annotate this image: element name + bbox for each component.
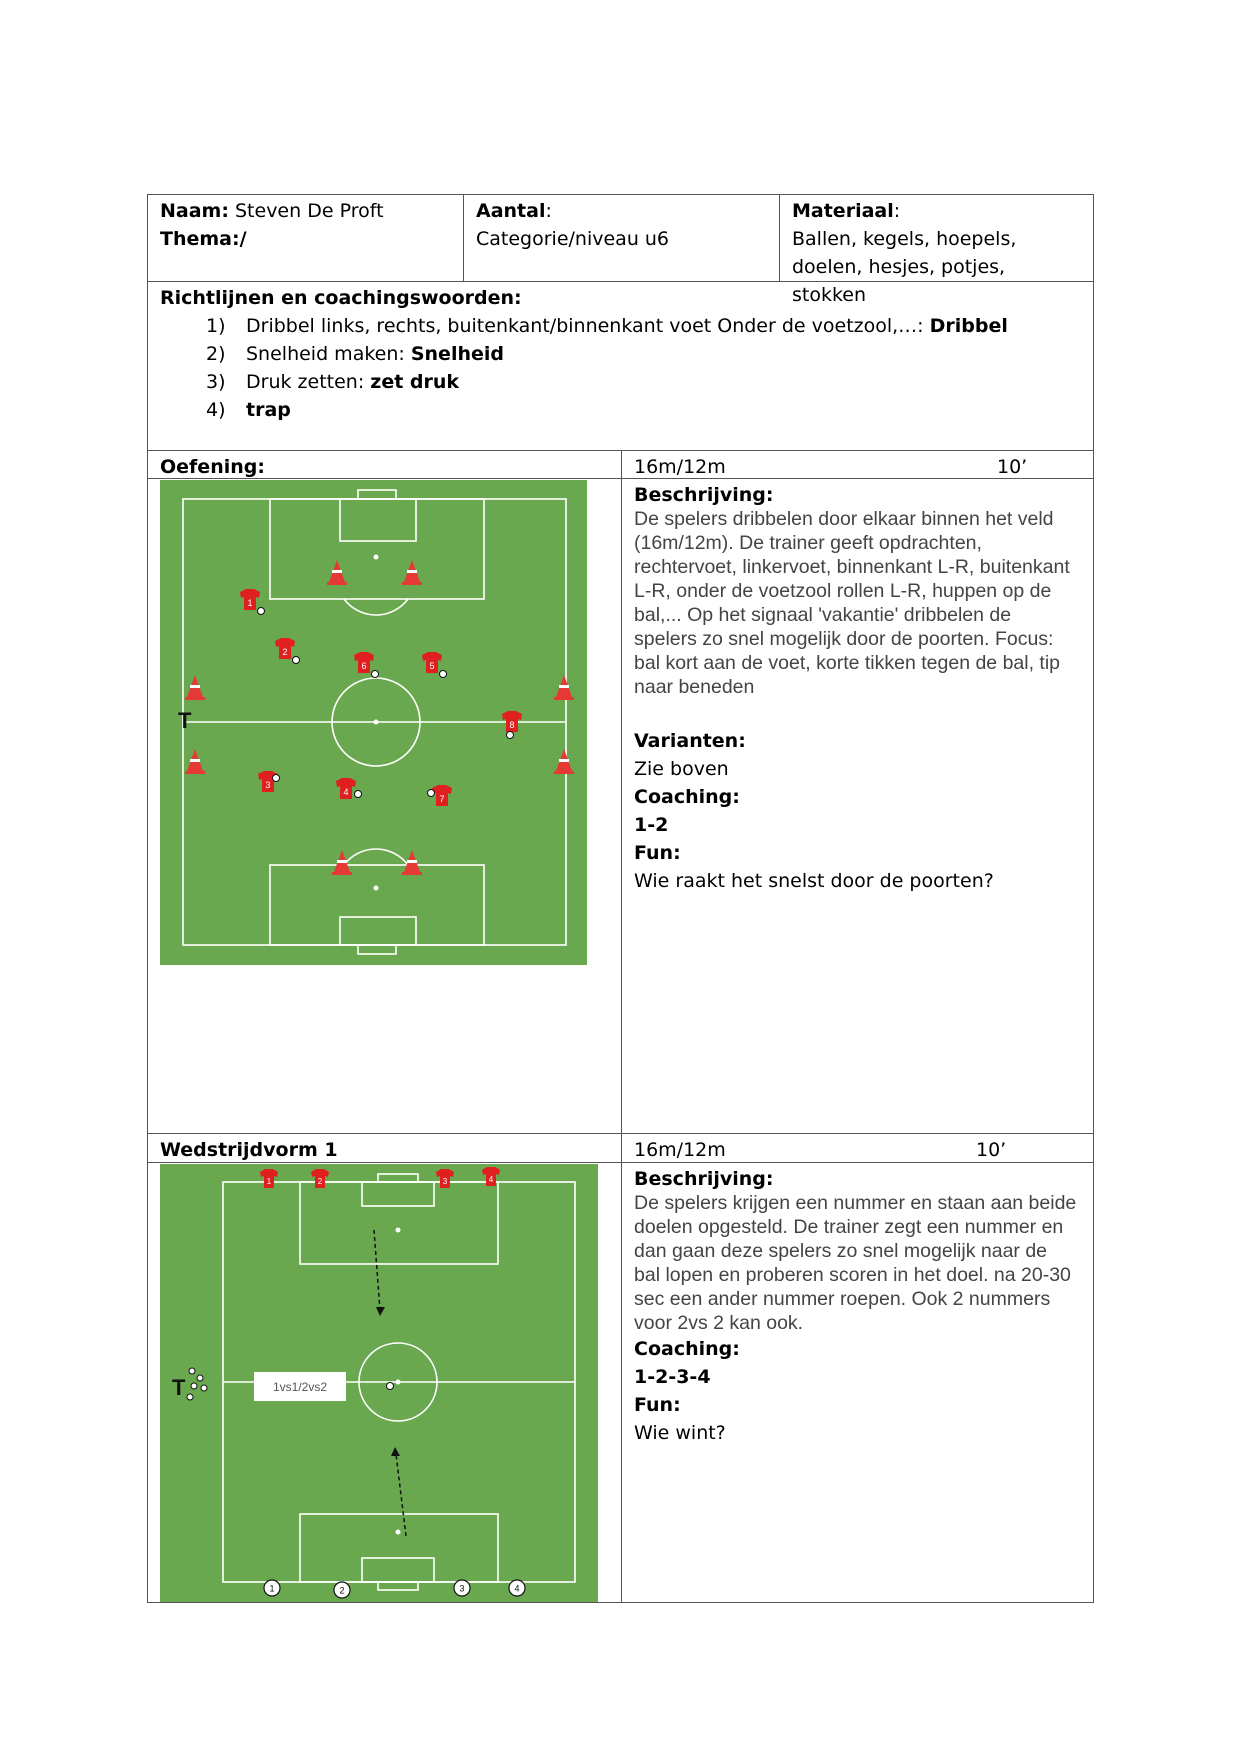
- trainer-icon: T: [172, 1375, 186, 1400]
- vs-label: 1vs1/2vs2: [272, 1380, 328, 1394]
- svg-text:4: 4: [488, 1175, 494, 1184]
- player-icon: [240, 589, 265, 615]
- wedstrijdvorm-size: 16m/12m: [634, 1139, 726, 1161]
- fun-text: Wie raakt het snelst door de poorten?: [634, 870, 994, 892]
- naam-label: Naam:: [160, 200, 229, 222]
- list-item: 2) Snelheid maken: Snelheid: [206, 343, 504, 365]
- oefening-title: Oefening:: [160, 456, 265, 478]
- player-icon: [275, 638, 300, 664]
- varianten-text: Zie boven: [634, 758, 729, 780]
- wedstrijdvorm-title: Wedstrijdvorm 1: [160, 1139, 338, 1161]
- oefening-size: 16m/12m: [634, 456, 726, 478]
- richtlijnen-title: Richtlijnen en coachingswoorden:: [160, 287, 522, 309]
- list-item: 4) trap: [206, 399, 291, 421]
- player-icon: [509, 1580, 525, 1596]
- thema-label: Thema:/: [160, 228, 247, 250]
- beschrijving-label: Beschrijving:: [634, 1168, 774, 1190]
- wedstrijdvorm-duration: 10’: [976, 1139, 1007, 1161]
- svg-text:2: 2: [282, 647, 288, 657]
- aantal-cell: Aantal: Categorie/niveau u6: [464, 195, 779, 255]
- naam-cell: [148, 195, 463, 255]
- svg-text:4: 4: [343, 787, 349, 797]
- svg-text:4: 4: [514, 1583, 520, 1594]
- player-icon: [258, 771, 280, 792]
- list-item: 3) Druk zetten: zet druk: [206, 371, 460, 393]
- player-icon: [436, 1169, 454, 1188]
- svg-text:7: 7: [439, 794, 445, 804]
- svg-text:2: 2: [317, 1177, 323, 1186]
- beschrijving-text: De spelers krijgen een nummer en staan aan beide doelen opgesteld. De trainer zegt een nummer en dan gaan deze spelers zo snel mogelijk naar de bal lopen en proberen scoren in het doel. na 20-30 sec een ander nummer roepen. Ook 2 nummers voor 2vs 2 kan ook.: [634, 1192, 1077, 1334]
- svg-text:3: 3: [265, 780, 271, 790]
- svg-text:2: 2: [339, 1585, 345, 1596]
- aantal-label: Aantal: [476, 200, 546, 222]
- svg-text:1: 1: [269, 1583, 275, 1594]
- categorie-value: Categorie/niveau u6: [476, 228, 670, 250]
- beschrijving-text: De spelers dribbelen door elkaar binnen het veld (16m/12m). De trainer geeft opdrachten, rechtervoet, linkervoet, binnenkant L-R, buitenkant L-R, onder de voetzool rollen L-R, huppen op de bal,... Op het signaal 'vakantie' dribbelen de spelers zo snel mogelijk door de poorten. Focus: bal kort aan de voet, korte tikken tegen de bal, tip naar beneden: [634, 508, 1070, 698]
- coaching-label: Coaching:: [634, 786, 740, 808]
- wedstrijdvorm-description: [622, 1163, 1094, 1449]
- oefening-diagram: [160, 480, 587, 965]
- svg-text:1: 1: [266, 1177, 272, 1186]
- materiaal-label: Materiaal: [792, 200, 894, 222]
- player-icon: [354, 652, 379, 678]
- fun-label: Fun:: [634, 842, 681, 864]
- player-icon: [311, 1169, 329, 1188]
- player-icon: [502, 711, 522, 739]
- oefening-pitch: [160, 480, 587, 965]
- coaching-text: 1-2: [634, 814, 669, 836]
- player-icon: [454, 1580, 470, 1596]
- svg-text:1: 1: [247, 598, 253, 608]
- materiaal-value: Ballen, kegels, hoepels, doelen, hesjes, potjes, stokken: [792, 228, 1017, 306]
- fun-text: Wie wint?: [634, 1422, 726, 1444]
- player-icon: [422, 652, 447, 678]
- player-icon: [260, 1169, 278, 1188]
- richtlijnen-section: [148, 282, 1088, 426]
- player-icon: [428, 785, 453, 806]
- naam-value: Steven De Proft: [228, 200, 384, 222]
- oefening-description: [622, 479, 1094, 897]
- oefening-duration: 10’: [997, 456, 1028, 478]
- fun-label: Fun:: [634, 1394, 681, 1416]
- player-icon: [264, 1580, 280, 1596]
- richtlijnen-list: [160, 312, 1076, 424]
- list-item: 1) Dribbel links, rechts, buitenkant/binnenkant voet Onder de voetzool,…: Dribbel: [206, 315, 1008, 337]
- varianten-label: Varianten:: [634, 730, 746, 752]
- coaching-text: 1-2-3-4: [634, 1366, 711, 1388]
- svg-text:6: 6: [361, 661, 367, 671]
- player-icon: [334, 1582, 350, 1598]
- materiaal-cell: Materiaal: Ballen, kegels, hoepels, doelen, hesjes, potjes, stokken: [780, 195, 1094, 311]
- trainer-icon: T: [178, 708, 192, 733]
- svg-text:5: 5: [429, 661, 435, 671]
- coaching-label: Coaching:: [634, 1338, 740, 1360]
- svg-text:3: 3: [442, 1177, 448, 1186]
- player-icon: [336, 778, 362, 799]
- svg-text:3: 3: [459, 1583, 465, 1594]
- wedstrijdvorm-diagram: [160, 1164, 598, 1602]
- wedstrijdvorm-pitch: [160, 1164, 598, 1602]
- svg-text:8: 8: [509, 720, 515, 730]
- beschrijving-label: Beschrijving:: [634, 484, 774, 506]
